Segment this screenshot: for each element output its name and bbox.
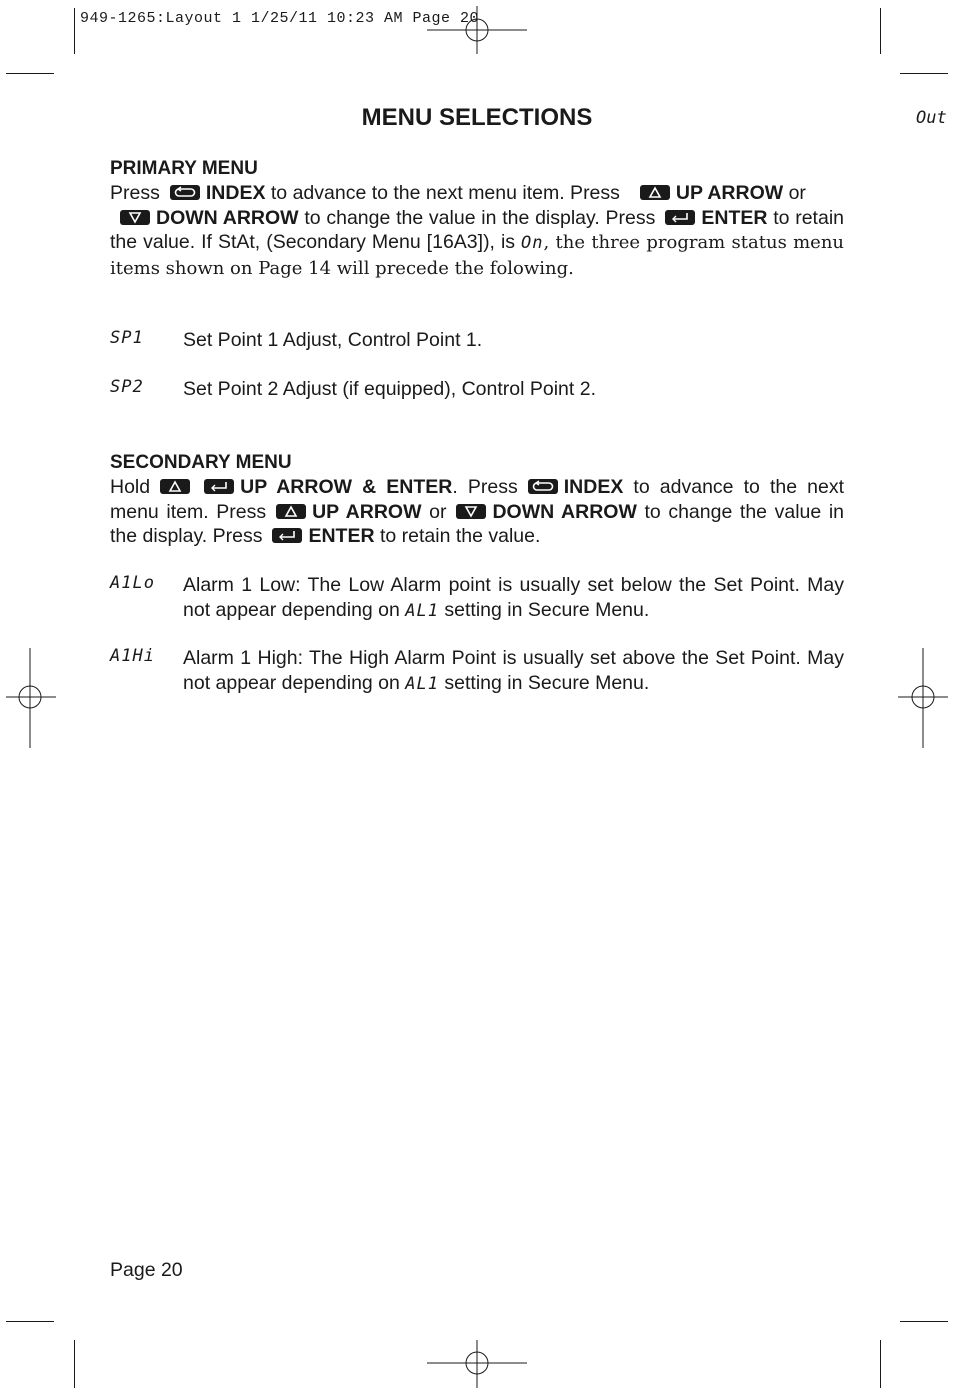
crop-mark [900, 1321, 948, 1322]
crop-mark [74, 8, 75, 54]
secondary-menu-paragraph: Hold UP ARROW & ENTER. Press INDEX to advance to the next menu item. Press UP ARROW or DOWN ARROW to change the value in the display. Press ENTER to retain the value. [110, 476, 845, 547]
menu-item-description: Set Point 1 Adjust, Control Point 1. [183, 329, 483, 351]
index-key-icon [528, 479, 558, 494]
down-arrow-key-icon [456, 504, 486, 519]
menu-code-ref-al1: AL1 [405, 673, 439, 694]
registration-mark-bottom [427, 1340, 527, 1388]
crop-mark [900, 73, 948, 74]
up-arrow-key-icon [160, 479, 190, 494]
menu-code-sp1: SP1 [110, 328, 144, 348]
enter-key-icon [272, 528, 302, 543]
crop-mark [880, 1340, 881, 1388]
menu-item-description: Alarm 1 High: The High Alarm Point is usually set above the Set Point. May not appear depending on AL1 setting in Secure Menu. [183, 647, 844, 694]
index-key-icon [170, 185, 200, 200]
registration-mark-right [898, 648, 948, 748]
menu-item-description: Set Point 2 Adjust (if equipped), Control Point 2. [183, 378, 596, 400]
section-tab: Out [916, 108, 947, 128]
menu-code-a1hi: A1Hi [110, 646, 155, 666]
crop-mark [880, 8, 881, 54]
print-slug: 949-1265:Layout 1 1/25/11 10:23 AM Page 20 [80, 10, 480, 27]
crop-mark [74, 1340, 75, 1388]
page-number: Page 20 [110, 1259, 183, 1281]
primary-menu-paragraph: Press INDEX to advance to the next menu item. Press UP ARROW or DOWN ARROW to change the value in the display. Press ENTER to retain the value. If StAt, (Secondary Menu [16A3]), is On, the three program status menu items shown on Page 14 will precede the folowing. [110, 182, 845, 279]
enter-key-icon [204, 479, 234, 494]
secondary-menu-heading: SECONDARY MENU [110, 452, 292, 473]
up-arrow-key-icon [276, 504, 306, 519]
enter-key-icon [665, 210, 695, 225]
crop-mark [6, 1321, 54, 1322]
page-title: MENU SELECTIONS [361, 104, 593, 131]
menu-code-a1lo: A1Lo [110, 573, 155, 593]
menu-item-description: Alarm 1 Low: The Low Alarm point is usually set below the Set Point. May not appear depending on AL1 setting in Secure Menu. [183, 574, 844, 621]
down-arrow-key-icon [120, 210, 150, 225]
primary-menu-heading: PRIMARY MENU [110, 158, 258, 179]
on-code: On [521, 233, 544, 253]
menu-code-sp2: SP2 [110, 377, 144, 397]
menu-code-ref-al1: AL1 [405, 600, 439, 621]
registration-mark-left [6, 648, 56, 748]
crop-mark [6, 73, 54, 74]
up-arrow-key-icon [640, 185, 670, 200]
